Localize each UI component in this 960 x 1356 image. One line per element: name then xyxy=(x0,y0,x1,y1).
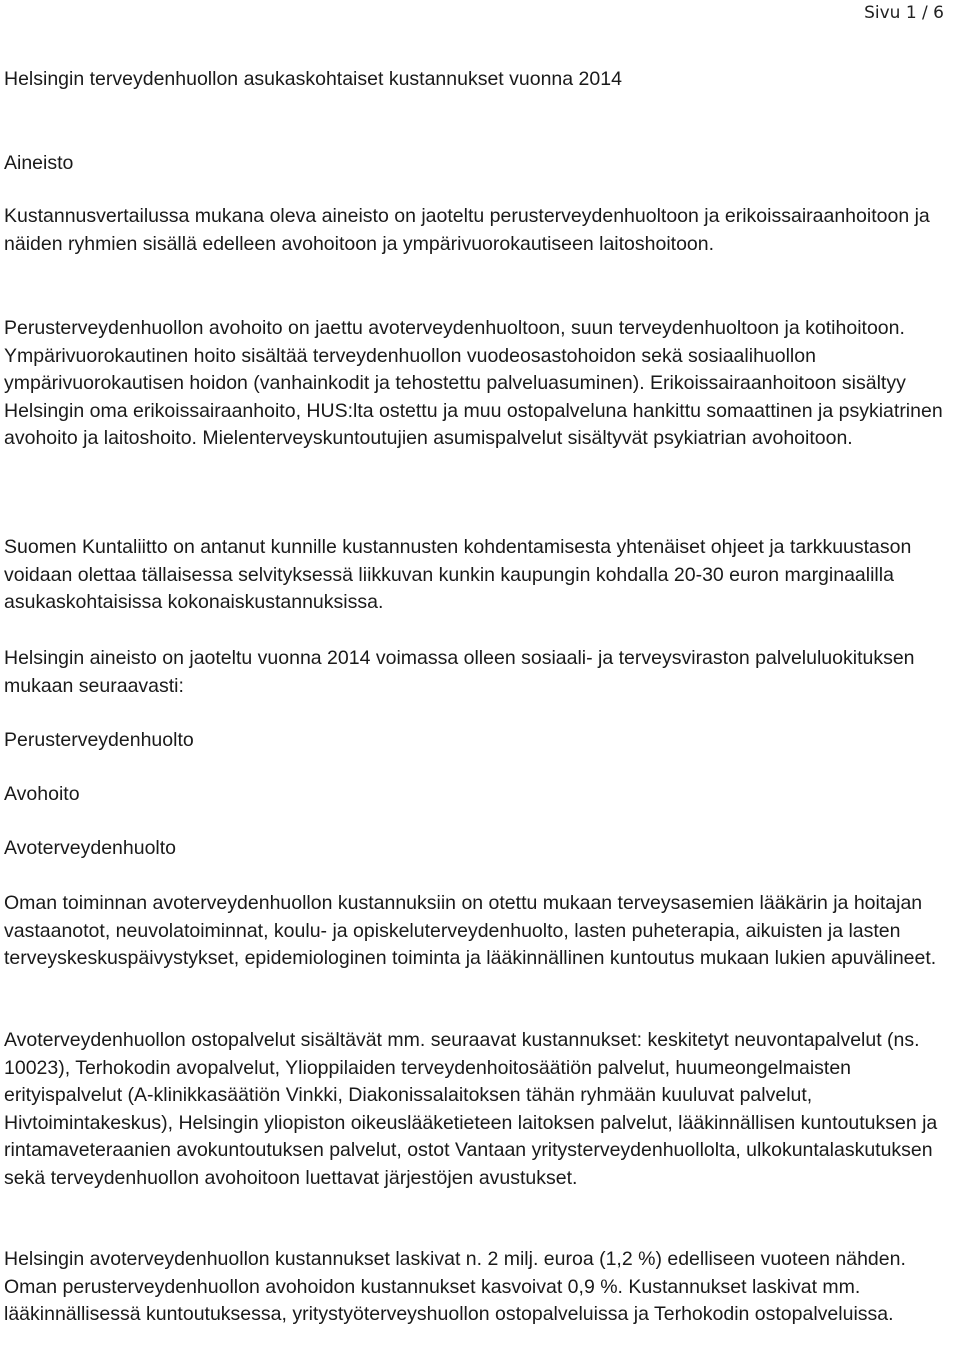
heading-avohoito: Avohoito xyxy=(4,783,80,805)
paragraph-helsingin-aineisto: Helsingin aineisto on jaoteltu vuonna 2014 voimassa olleen sosiaali- ja terveysviraston palveluluokituksen mukaan seuraavasti: xyxy=(4,647,915,697)
heading-perusterveydenhuolto: Perusterveydenhuolto xyxy=(4,729,194,751)
paragraph-aineisto-intro: Kustannusvertailussa mukana oleva aineisto on jaoteltu perusterveydenhuoltoon ja erikoissairaanhoitoon ja näiden ryhmien sisällä edelleen avohoitoon ja ympärivuorokautiseen laitoshoitoon. xyxy=(4,205,930,255)
paragraph-kuntaliitto: Suomen Kuntaliitto on antanut kunnille kustannusten kohdentamisesta yhtenäiset ohjeet ja tarkkuustason voidaan olettaa tällaisessa selvityksessä liikkuvan kunkin kaupungin kohdalla 20-30 euron marginaalilla asukaskohtaisissa kokonaiskustannuksissa. xyxy=(4,536,912,613)
heading-aineisto: Aineisto xyxy=(4,152,74,174)
paragraph-kustannusmuutos: Helsingin avoterveydenhuollon kustannukset laskivat n. 2 milj. euroa (1,2 %) edelliseen vuoteen nähden. Oman perusterveydenhuollon avohoidon kustannukset kasvoivat 0,9 %. Kustannukset laskivat mm. lääkinnällisessä kuntoutuksessa, yritystyöterveyshuollon ostopalveluissa ja Terhokodin ostopalveluissa. xyxy=(4,1248,906,1325)
page-number: Sivu 1 / 6 xyxy=(864,3,944,23)
paragraph-oman-toiminnan: Oman toiminnan avoterveydenhuollon kustannuksiin on otettu mukaan terveysasemien lääkärin ja hoitajan vastaanotot, neuvolatoiminnat, koulu- ja opiskeluterveydenhuolto, lasten puheterapia, aikuisten ja lasten terveyskeskuspäivystykset, epidemiologinen toiminta ja lääkinnällinen kuntoutus mukaan lukien apuvälineet. xyxy=(4,892,937,969)
paragraph-ostopalvelut: Avoterveydenhuollon ostopalvelut sisältävät mm. seuraavat kustannukset: keskitetyt neuvontapalvelut (ns. 10023), Terhokodin avopalvelut, Ylioppilaiden terveydenhoitosäätiön palvelut, huumeongelmaisten erityispalvelut (A-klinikkasäätiön Vinkki, Diakonissalaitoksen tähän ryhmään kuuluvat palvelut, Hivtoimintakeskus), Helsingin yliopiston oikeuslääketieteen laitoksen palvelut, lääkinnällisen kuntoutuksen ja rintamaveteraanien avokuntoutuksen palvelut, ostot Vantaan yritysterveydenhuollolta, ulkokuntalaskutuksen sekä terveydenhuollon avohoitoon luettavat järjestöjen avustukset. xyxy=(4,1029,938,1189)
document-title: Helsingin terveydenhuollon asukaskohtaiset kustannukset vuonna 2014 xyxy=(4,68,622,90)
heading-avoterveydenhuolto: Avoterveydenhuolto xyxy=(4,837,177,859)
paragraph-perusterveydenhuolto-jaottelu: Perusterveydenhuollon avohoito on jaettu avoterveydenhuoltoon, suun terveydenhuoltoon ja kotihoitoon. Ympärivuorokautinen hoito sisältää terveydenhuollon vuodeosastohoidon sekä sosiaalihuollon ympärivuorokautisen hoidon (vanhainkodit ja tehostettu palveluasuminen). Erikoissairaanhoitoon sisältyy Helsingin oma erikoissairaanhoito, HUS:lta ostettu ja muu ostopalveluna hankittu somaattinen ja psykiatrinen avohoito ja laitoshoito. Mielenterveyskuntoutujien asumispalvelut sisältyvät psykiatrian avohoitoon. xyxy=(4,317,943,449)
